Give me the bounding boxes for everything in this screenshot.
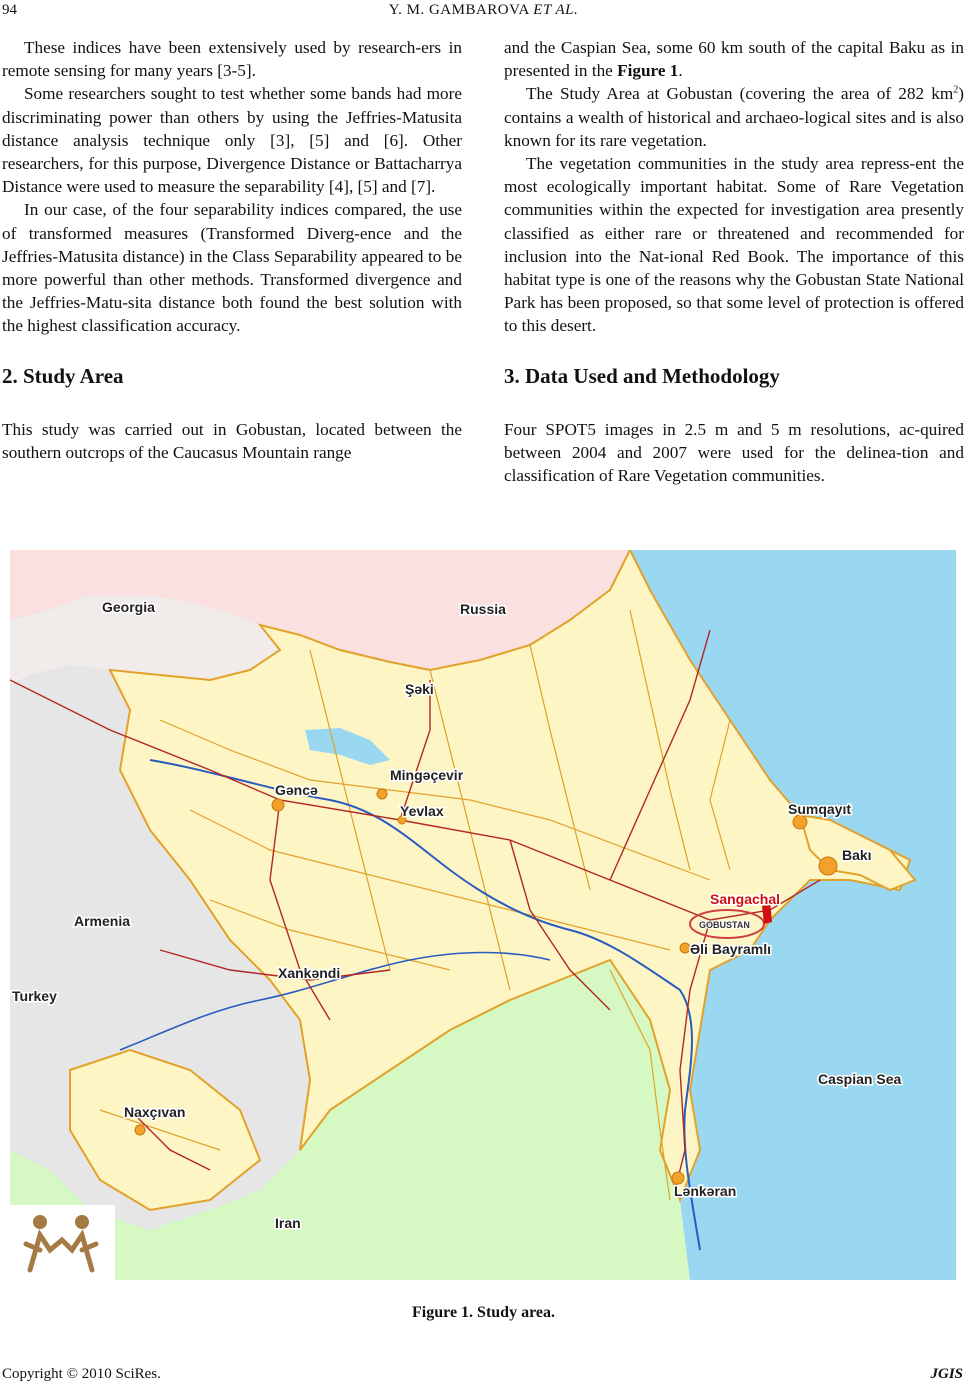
figure-caption: Figure 1. Study area. [412,1304,555,1321]
label-naxcivan: Naxçıvan [124,1104,186,1120]
journal-footer: JGIS [930,1366,963,1382]
label-russia: Russia [460,601,506,617]
running-title-etal: ET AL. [533,2,579,18]
label-baki: Bakı [842,847,872,863]
label-iran: Iran [275,1215,301,1231]
label-georgia: Georgia [102,599,155,615]
logo [10,1205,115,1280]
label-turkey: Turkey [12,988,57,1004]
label-ali-bayramli: Əli Bayramlı [690,941,771,957]
label-lankaran: Lənkəran [674,1183,737,1199]
left-paragraph-2: Some researchers sought to test whether some bands had more discriminating power than others by using the Jeffries-Matusita distance analysis technique only [3], [5] and [6]. Other researchers, for this purpose, Divergence Distance or Battacharrya Distance were used to measure the separability [4], [5] and [7]. [2,84,462,197]
label-sheki: Şəki [405,681,434,697]
right-paragraph-2: The Study Area at Gobustan (covering the area of 282 $km^2$) contains a wealth of historical and archaeo-logical sites and is also known for its rare vegetation. [504,84,964,150]
left-paragraph-3: In our case, of the four separability indices compared, the use of transformed measures (Transformed Diverg-ence and the Jeffries-Matusita distance) in the Class Separability appeared to be more powerful than other methods. Transformed divergence and the Jeffries-Matu-sita distance both found the best solution with the highest classification accuracy. [2,200,462,336]
label-caspian: Caspian Sea [818,1071,902,1087]
label-armenia: Armenia [74,913,131,929]
running-title: Y. M. GAMBAROVA ET AL. [388,2,579,18]
right-paragraph-4: Four SPOT5 images in 2.5 m and 5 m resolutions, ac-quired between 2004 and 2007 were used for the delinea-tion and classification of Rare Vegetation communities. [504,419,964,486]
label-sumqayit: Sumqayıt [788,801,852,817]
page-number: 94 [2,2,17,18]
study-area-map [10,550,956,1280]
figure-reference[interactable]: Figure 1 [617,61,679,81]
label-mingachevir: Mingəçevir [390,767,464,783]
left-paragraph-4: This study was carried out in Gobustan, located between the southern outcrops of the Caucasus Mountain range [2,419,462,462]
right-paragraph-3: The vegetation communities in the study area repress-ent the most ecologically important habitat. Some of Rare Vegetation communities within the expected for investigation area presently classified as either rare or threatened and recommended for inclusion into the Nat-ional Red Book. The importance of this habitat type is one of the reasons why the Gobustan State National Park has been proposed, so that some level of protection is offered to this desert. [504,154,964,336]
left-paragraph-1: These indices have been extensively used by research-ers in remote sensing for many years [3-5]. [2,38,462,81]
right-paragraph-1: and the Caspian Sea, some 60 km south of the capital Baku as in presented in the Figure 1. [504,38,964,81]
heading-data-methodology: 3. Data Used and Methodology [504,363,780,388]
label-xankendi: Xankəndi [278,965,341,981]
label-gobustan: GOBUSTAN [699,920,750,930]
left-column [2,36,462,464]
map-svg [10,550,956,1280]
label-yevlax: Yevlax [400,803,444,819]
right-column [504,36,964,487]
heading-study-area: 2. Study Area [2,363,124,388]
copyright-footer: Copyright © 2010 SciRes. [2,1366,161,1382]
label-sangachal: Sangachal [710,891,781,907]
label-ganja: Gəncə [275,782,318,798]
